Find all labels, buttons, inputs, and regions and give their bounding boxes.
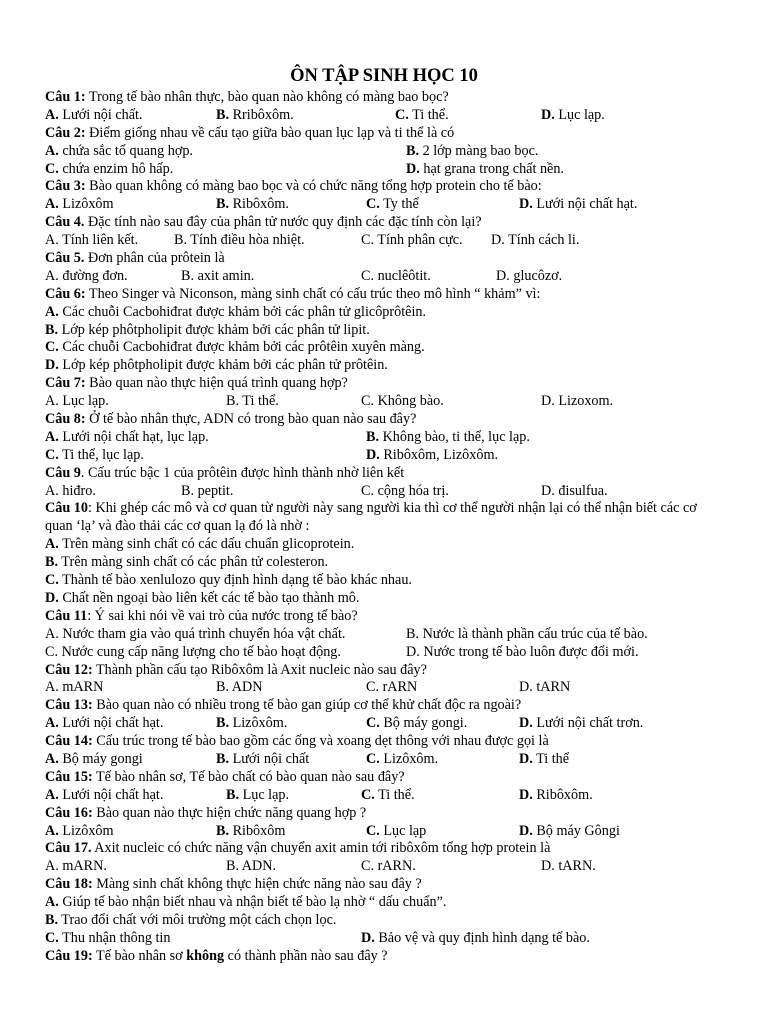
question-label: Câu 6: (45, 285, 86, 302)
answer-row (45, 196, 725, 214)
option-b: B. ADN. (226, 858, 277, 875)
question-label: Câu 1: (45, 89, 86, 105)
question-stem: Câu 15: Tế bào nhân sơ, Tế bào chất có bào quan nào sau đây? (45, 768, 405, 785)
option-c: C. Ti thể. (361, 786, 415, 803)
option-d: D. Ribôxôm. (519, 786, 593, 803)
option-b: B. Lizôxôm. (216, 715, 288, 732)
option-b: B. Trên màng sinh chất có các phân tử colesteron. (45, 554, 329, 571)
option-a: A. mARN (45, 679, 104, 696)
option-d: D. tARN. (541, 858, 596, 875)
option-a: A. Nước tham gia vào quá trình chuyển hóa vật chất. (45, 625, 346, 642)
option-a: A. Lưới nội chất hạt. (45, 786, 164, 803)
option-c: C. Ty thể (366, 196, 419, 213)
question-label: Câu 7: (45, 375, 86, 392)
question-stem: Câu 19: Tế bào nhân sơ không có thành phần nào sau đây ? (45, 947, 388, 964)
option-c: C. Tính phân cực. (361, 232, 463, 249)
option-d: D. Bảo vệ và quy định hình dạng tế bào. (361, 929, 590, 946)
question-stem: Câu 8: Ở tế bào nhân thực, ADN có trong bào quan nào sau đây? (45, 411, 417, 428)
option-c: C. Ti thể. (395, 106, 449, 123)
option-d: D. Ribôxôm, Lizôxôm. (366, 446, 499, 463)
question-list (45, 89, 725, 966)
option-a: A. Lưới nội chất hạt. (45, 715, 164, 732)
question-stem: Câu 17. Axit nucleic có chức năng vận chuyển axit amin tới ribôxôm tổng hợp protein là (45, 840, 551, 857)
answer-row (45, 393, 725, 411)
option-c: C. Nước cung cấp năng lượng cho tế bào hoạt động. (45, 643, 341, 660)
option-d: D. Chất nền ngoại bào liên kết các tế bào tạo thành mô. (45, 589, 360, 606)
option-b: B. 2 lớp màng bao bọc. (406, 142, 539, 159)
option-c: C. Bộ máy gongi. (366, 715, 468, 732)
option-c: C. Các chuỗi Cacbohiđrat được khảm bởi các prôtêin xuyên màng. (45, 339, 425, 356)
question-stem: Câu 4. Đặc tính nào sau đây của phân tử nước quy định các đặc tính còn lại? (45, 214, 482, 231)
question-stem: Câu 2: Điểm giống nhau về cấu tạo giữa bào quan lục lạp và ti thể là có (45, 124, 455, 141)
answer-row (45, 483, 725, 501)
question-stem: Câu 1: Trong tế bào nhân thực, bào quan nào không có màng bao bọc? (45, 89, 449, 105)
option-d: D. Ti thể (519, 750, 570, 767)
question-stem: Câu 14: Cấu trúc trong tế bào bao gồm các ống và xoang dẹt thông với nhau được gọi là (45, 733, 549, 750)
option-b: B. Lưới nội chất (216, 750, 310, 767)
question-label: Câu 12: (45, 661, 93, 678)
option-d: D. Lưới nội chất trơn. (519, 715, 644, 732)
option-b: B. Ti thể. (226, 393, 279, 410)
option-a: A. chứa sắc tố quang hợp. (45, 142, 193, 159)
option-d: D. glucôzơ. (496, 267, 563, 284)
option-a: A. Lizôxôm (45, 822, 114, 839)
question-label: Câu 10 (45, 500, 88, 517)
option-a: A. Bộ máy gongi (45, 750, 143, 767)
option-c: C. Thành tế bào xenlulozo quy định hình dạng tế bào khác nhau. (45, 572, 412, 589)
option-c: C. Lục lạp (366, 822, 427, 839)
option-b: B. Lục lạp. (226, 786, 290, 803)
answer-row (45, 858, 725, 876)
question-stem: Câu 7: Bào quan nào thực hiện quá trình quang hợp? (45, 375, 348, 392)
answer-row (45, 751, 725, 769)
option-a: A. Lưới nội chất hạt, lục lạp. (45, 428, 209, 445)
option-d: D. Lizoxom. (541, 393, 614, 410)
question-label: Câu 11 (45, 607, 88, 624)
option-a: A. Lục lạp. (45, 393, 109, 410)
answer-row (45, 679, 725, 697)
question-label: Câu 14: (45, 733, 93, 750)
option-d: D. Bộ máy Gôngi (519, 822, 620, 839)
option-a: A. Tính liên kết. (45, 232, 139, 249)
option-a: A. mARN. (45, 858, 107, 875)
option-c: C. chứa enzim hô hấp. (45, 160, 174, 177)
option-b: B. axit amin. (181, 267, 255, 284)
question-label: Câu 4. (45, 214, 85, 231)
answer-row (45, 644, 725, 662)
question-stem: Câu 11: Ý sai khi nói về vai trò của nước trong tế bào? (45, 607, 358, 624)
option-d: D. Lục lạp. (541, 106, 605, 123)
option-c: C. nuclêôtit. (361, 267, 431, 284)
option-b: B. Không bào, ti thể, lục lạp. (366, 428, 530, 445)
question-stem: Câu 6: Theo Singer và Niconson, màng sinh chất có cấu trúc theo mô hình “ khảm” vì: (45, 285, 541, 302)
answer-row (45, 143, 725, 161)
question-stem: Câu 3: Bào quan không có màng bao bọc và có chức năng tổng hợp protein cho tế bào: (45, 178, 542, 195)
option-b: B. Lớp kép phôtpholipit được khảm bởi các phân tử lipit. (45, 321, 370, 338)
answer-row (45, 787, 725, 805)
question-stem: Câu 10: Khi ghép các mô và cơ quan từ người này sang người kia thì cơ thể người nhận lại có thể nhận biết các cơ quan ‘lạ’ và đào thải các cơ quan lạ đó là nhờ : (45, 500, 697, 535)
question-label: Câu 3: (45, 178, 86, 195)
option-c: C. rARN. (361, 858, 416, 875)
option-b: B. Rribôxôm. (216, 106, 294, 123)
answer-row (45, 161, 725, 179)
option-b: B. Tính điều hòa nhiệt. (174, 232, 305, 249)
option-a: A. Giúp tế bào nhận biết nhau và nhận biết tế bào lạ nhờ “ dấu chuẩn”. (45, 894, 447, 911)
option-b: B. ADN (216, 679, 263, 696)
question-stem: Câu 13: Bào quan nào có nhiều trong tế bào gan giúp cơ thể khử chất độc ra ngoài? (45, 697, 522, 714)
question-label: Câu 19: (45, 947, 93, 964)
answer-row (45, 232, 725, 250)
answer-row (45, 930, 725, 948)
option-d: D. Lưới nội chất hạt. (519, 196, 638, 213)
option-a: A. Các chuỗi Cacbohiđrat được khảm bởi các phân tử glicôprôtêin. (45, 303, 427, 320)
question-stem: Câu 16: Bào quan nào thực hiện chức năng quang hợp ? (45, 804, 367, 821)
option-b: B. Ribôxôm (216, 822, 286, 839)
answer-row (45, 447, 725, 465)
question-label: Câu 17. (45, 840, 92, 857)
page-title: ÔN TẬP SINH HỌC 10 (290, 66, 478, 86)
option-b: B. Trao đổi chất với môi trường một cách chọn lọc. (45, 912, 337, 928)
option-a: A. Lưới nội chất. (45, 106, 143, 123)
option-c: C. cộng hóa trị. (361, 482, 449, 499)
option-a: A. đường đơn. (45, 267, 128, 284)
option-d: D. tARN (519, 679, 571, 696)
question-label: Câu 15: (45, 768, 93, 785)
option-a: A. Trên màng sinh chất có các dấu chuẩn glicoprotein. (45, 536, 355, 553)
option-c: C. rARN (366, 679, 418, 696)
option-d: D. Tính cách li. (491, 232, 580, 249)
answer-row (45, 626, 725, 644)
question-label: Câu 13: (45, 697, 93, 714)
option-b: B. Ribôxôm. (216, 196, 289, 213)
answer-row (45, 823, 725, 841)
option-b: B. Nước là thành phần cấu trúc của tế bào. (406, 625, 648, 642)
question-stem: Câu 12: Thành phần cấu tạo Ribôxôm là Axit nucleic nào sau đây? (45, 661, 427, 678)
option-a: A. Lizôxôm (45, 196, 114, 213)
option-c: C. Ti thể, lục lạp. (45, 446, 144, 463)
question-label: Câu 8: (45, 411, 86, 428)
answer-row (45, 268, 725, 286)
question-label: Câu 16: (45, 804, 93, 821)
question-stem: Câu 18: Màng sinh chất không thực hiện chức năng nào sau đây ? (45, 876, 422, 893)
option-d: D. Lớp kép phôtpholipit được khảm bởi các phân tử prôtêin. (45, 357, 388, 374)
answer-row (45, 715, 725, 733)
option-d: D. đisulfua. (541, 482, 608, 499)
question-stem: Câu 5. Đơn phân của prôtein là (45, 250, 225, 267)
option-c: C. Lizôxôm. (366, 750, 439, 767)
question-label: Câu 2: (45, 124, 86, 141)
option-b: B. peptit. (181, 482, 234, 499)
answer-row (45, 429, 725, 447)
option-a: A. hiđro. (45, 482, 96, 499)
question-label: Câu 18: (45, 876, 93, 893)
answer-row (45, 107, 725, 125)
question-label: Câu 5. (45, 250, 85, 267)
option-d: D. Nước trong tế bào luôn được đổi mới. (406, 643, 639, 660)
option-d: D. hạt grana trong chất nền. (406, 160, 564, 177)
question-stem: Câu 9. Cấu trúc bậc 1 của prôtêin được hình thành nhờ liên kết (45, 464, 405, 481)
option-c: C. Thu nhận thông tin (45, 929, 171, 946)
question-label: Câu 9 (45, 464, 81, 481)
option-c: C. Không bào. (361, 393, 444, 410)
